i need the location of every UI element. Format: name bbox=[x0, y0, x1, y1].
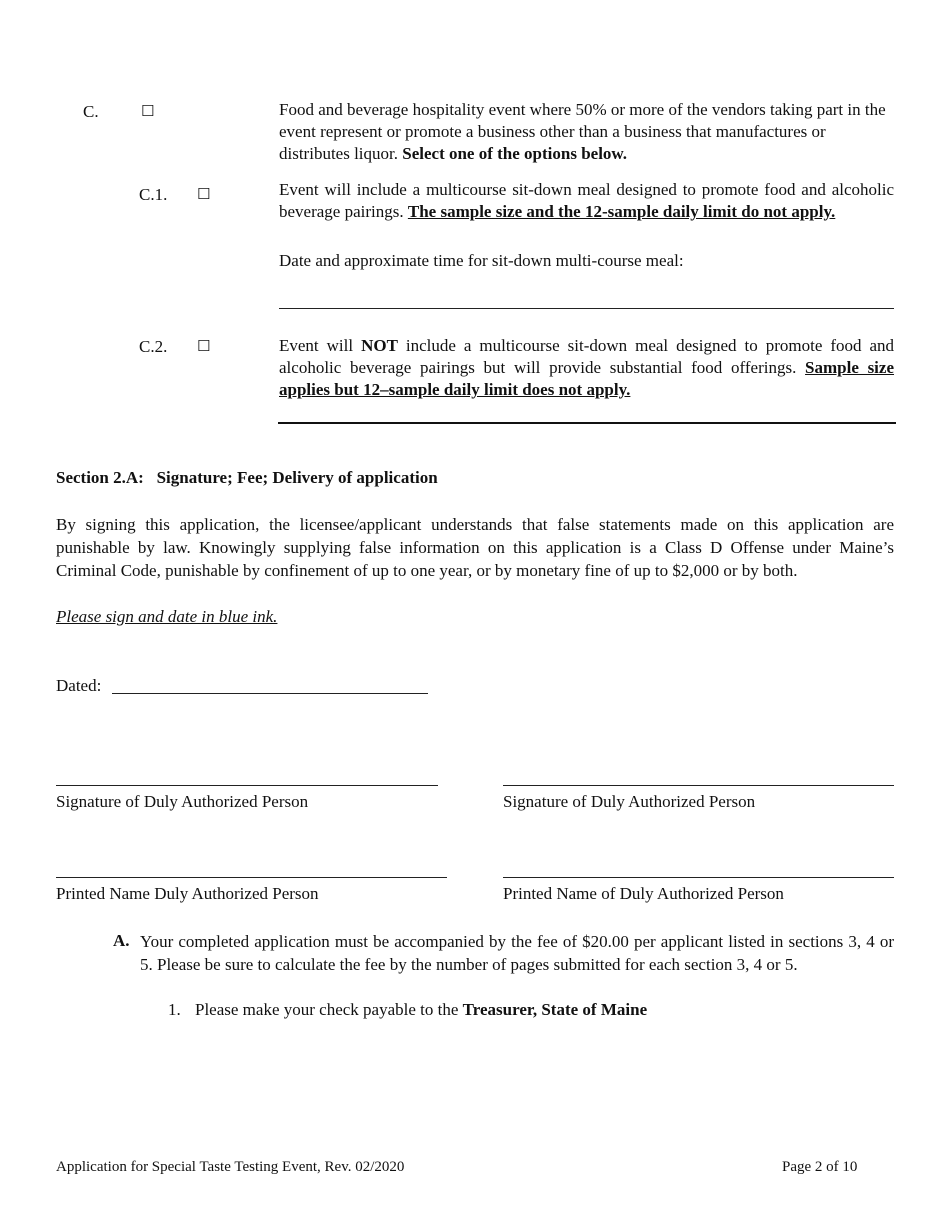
option-c2-not-word: NOT bbox=[361, 336, 398, 355]
footer-form-title: Application for Special Taste Testing Event, Rev. 02/2020 bbox=[56, 1159, 405, 1175]
signature-right-line[interactable] bbox=[503, 785, 894, 786]
option-c1-date-label: Date and approximate time for sit-down multi-course meal: bbox=[279, 251, 684, 270]
option-c2-text-b: include a multicourse sit-down meal designed to promote food and alcoholic beverage pairings but will provide substantial food offerings. bbox=[279, 336, 895, 377]
dated-input-line[interactable] bbox=[112, 693, 428, 694]
option-c1-checkbox[interactable]: ☐ bbox=[197, 185, 211, 203]
section-heading: Section 2.A: Signature; Fee; Delivery of application bbox=[56, 468, 438, 487]
list-item-1 bbox=[195, 999, 647, 1021]
list-item-1-text: Please make your check payable to the bbox=[195, 1000, 459, 1019]
list-item-1-payee: Treasurer, State of Maine bbox=[462, 1000, 648, 1019]
option-c1-text: Event will include a multicourse sit-down meal designed to promote food and alcoholic beverage pairings. bbox=[279, 180, 894, 221]
option-c1-description bbox=[279, 179, 894, 223]
option-c-description bbox=[279, 99, 894, 165]
footer-page-number: Page 2 of 10 bbox=[782, 1159, 858, 1175]
option-c-letter: C. bbox=[83, 102, 99, 121]
list-item-a-text: Your completed application must be accompanied by the fee of $20.00 per applicant listed in sections 3, 4 or 5. Please be sure to calculate the fee by the number of pages submitted for each section 3, 4 or 5. bbox=[140, 932, 894, 974]
printed-name-left-line[interactable] bbox=[56, 877, 447, 878]
option-c-checkbox[interactable]: ☐ bbox=[141, 102, 155, 120]
option-c-text: Food and beverage hospitality event where 50% or more of the vendors taking part in the event represent or promote a business other than a business that manufactures or distributes liquor. bbox=[279, 100, 886, 163]
list-item-1-marker: 1. bbox=[168, 1000, 181, 1019]
option-c-emphasis: Select one of the options below. bbox=[402, 144, 628, 163]
option-c1-emphasis: The sample size and the 12-sample daily limit do not apply. bbox=[407, 202, 836, 221]
section-paragraph: By signing this application, the licensee/applicant understands that false statements made on this application are punishable by law. Knowingly supplying false information on this application is a Class D Offense under Maine’s Criminal Code, punishable by confinement of up to one year, or by monetary fine of up to $2,000 or by both. bbox=[56, 515, 894, 580]
section-divider bbox=[278, 422, 896, 424]
signature-left-line[interactable] bbox=[56, 785, 438, 786]
option-c2-checkbox[interactable]: ☐ bbox=[197, 337, 211, 355]
option-c2-description bbox=[279, 335, 894, 401]
option-c2-label: C.2. bbox=[139, 337, 168, 356]
sign-instruction: Please sign and date in blue ink. bbox=[56, 607, 278, 626]
list-item-a-marker: A. bbox=[113, 931, 130, 950]
printed-name-right-line[interactable] bbox=[503, 877, 894, 878]
option-c2-emphasis: Sample size applies but 12–sample daily limit does not apply. bbox=[279, 358, 895, 399]
option-c1-date-input-line[interactable] bbox=[279, 308, 894, 309]
printed-name-right-caption: Printed Name of Duly Authorized Person bbox=[503, 884, 784, 903]
dated-label: Dated: bbox=[56, 676, 102, 695]
signature-left-caption: Signature of Duly Authorized Person bbox=[56, 792, 309, 811]
printed-name-left-caption: Printed Name Duly Authorized Person bbox=[56, 884, 319, 903]
option-c2-text-a: Event will bbox=[279, 336, 354, 355]
option-c1-label: C.1. bbox=[139, 185, 168, 204]
signature-right-caption: Signature of Duly Authorized Person bbox=[503, 792, 756, 811]
